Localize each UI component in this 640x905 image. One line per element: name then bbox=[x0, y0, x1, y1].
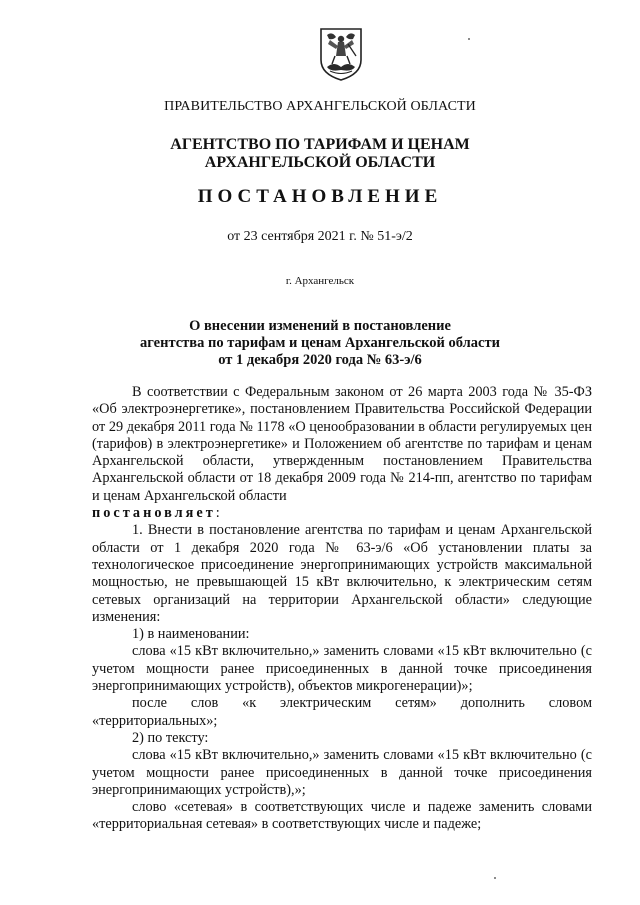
subject-line3: от 1 декабря 2020 года № 63-э/6 bbox=[218, 352, 422, 368]
resolves-colon: : bbox=[215, 505, 220, 522]
scan-speck bbox=[468, 38, 470, 40]
subject-line2: агентства по тарифам и ценам Архангельской области bbox=[140, 335, 500, 351]
subitem-1-change-a: слова «15 кВт включительно,» заменить словами «15 кВт включительно (с учетом мощности ранее присоединенных в данной точке присоединения энергопринимающих устройств), объектов микрогенерации)»; bbox=[92, 643, 592, 695]
subject-line1: О внесении изменений в постановление bbox=[189, 318, 451, 334]
document-body bbox=[92, 384, 592, 834]
subitem-2-change-a: слова «15 кВт включительно,» заменить словами «15 кВт включительно (с учетом мощности ранее присоединенных в данной точке присоединения энергопринимающих устройств),»; bbox=[92, 747, 592, 798]
government-name: ПРАВИТЕЛЬСТВО АРХАНГЕЛЬСКОЙ ОБЛАСТИ bbox=[164, 99, 476, 114]
preamble-paragraph: В соответствии с Федеральным законом от 26 марта 2003 года № 35-ФЗ «Об электроэнергетике», постановлением Правительства Российской Федерации от 29 декабря 2011 года № 1178 «О ценообразовании в области регулируемых цен (тарифов) в электроэнергетике» и Положением об агентстве по тарифам и ценам Архангельской области, утвержденным постановлением Правительства Архангельской области от 18 декабря 2009 года № 214-пп, агентство по тарифам и ценам Архангельской области bbox=[92, 384, 592, 504]
subitem-1-title: 1) в наименовании: bbox=[132, 626, 250, 643]
document-city: г. Архангельск bbox=[285, 275, 355, 287]
agency-name-line1: АГЕНТСТВО ПО ТАРИФАМ И ЦЕНАМ bbox=[170, 136, 470, 153]
document-date-number: от 23 сентября 2021 г. № 51-э/2 bbox=[227, 229, 413, 244]
agency-name-line2: АРХАНГЕЛЬСКОЙ ОБЛАСТИ bbox=[204, 154, 436, 171]
resolves-line bbox=[92, 505, 592, 522]
item-1-paragraph: 1. Внести в постановление агентства по тарифам и ценам Архангельской области от 1 декабря 2020 года № 63-э/6 «Об установлении платы за технологическое присоединение энергопринимающих устройств максимальной мощностью, не превышающей 15 кВт включительно, к электрическим сетям сетевых организаций на территории Архангельской области» следующие изменения: bbox=[92, 522, 592, 625]
coat-of-arms-icon bbox=[318, 26, 364, 82]
scan-speck bbox=[494, 877, 496, 879]
resolves-word: постановляет bbox=[92, 505, 216, 522]
subitem-2-title: 2) по тексту: bbox=[132, 729, 209, 746]
subitem-1-change-b: после слов «к электрическим сетям» дополнить словом «территориальных»; bbox=[92, 695, 592, 729]
document-type: ПОСТАНОВЛЕНИЕ bbox=[197, 186, 443, 207]
subitem-2-change-b: слово «сетевая» в соответствующих числе и падеже заменить словами «территориальная сетевая» в соответствующих числе и падеже; bbox=[92, 799, 592, 833]
